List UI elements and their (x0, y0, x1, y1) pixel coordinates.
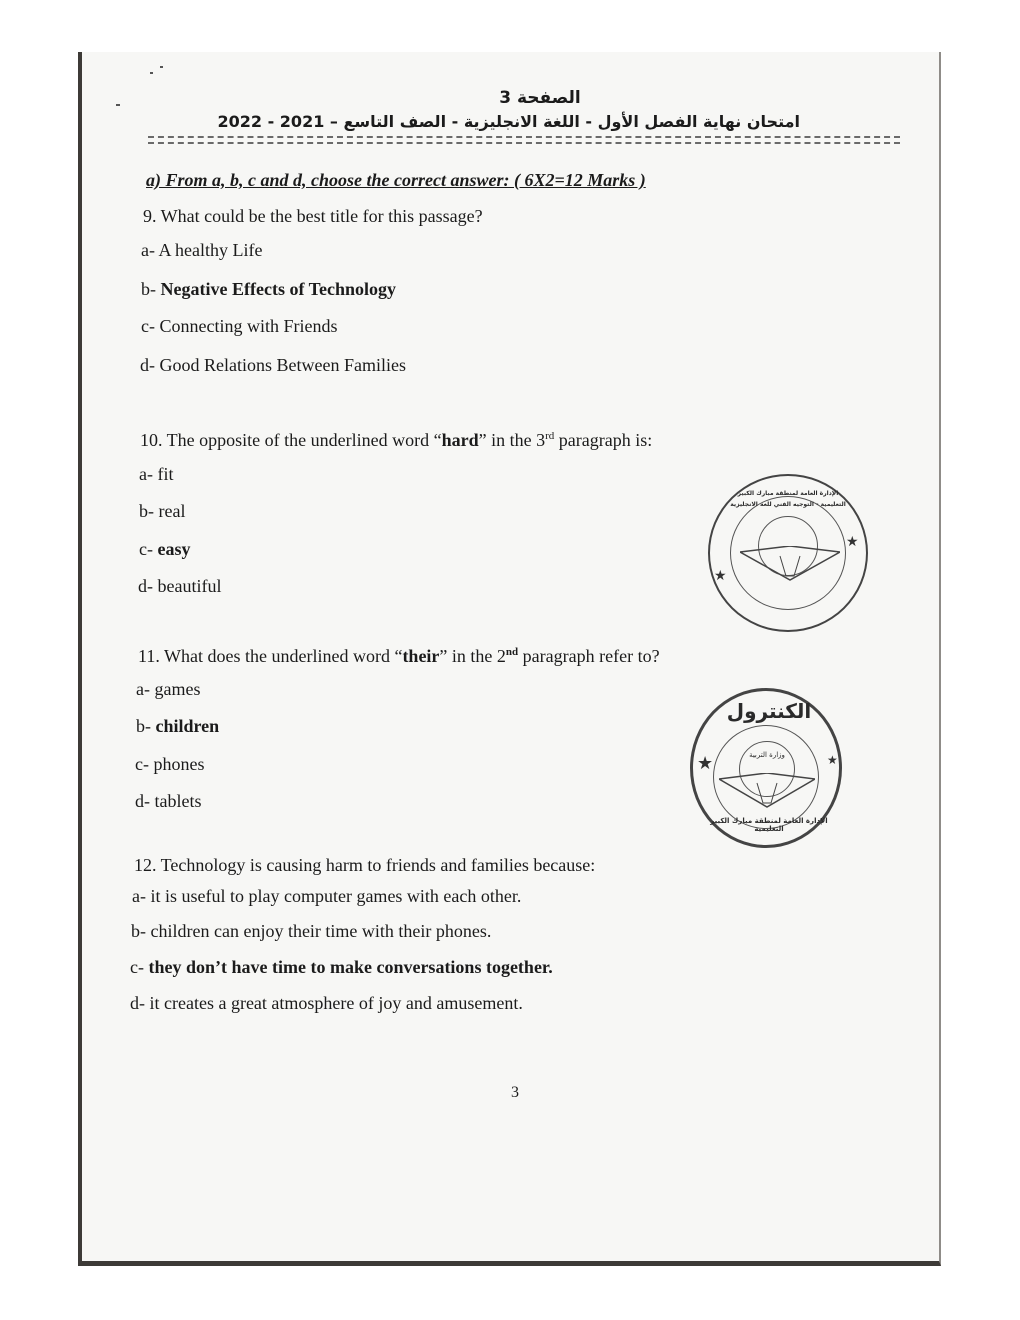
option-text: beautiful (157, 576, 222, 596)
emblem-wings-icon (740, 546, 840, 586)
option-label: a- (141, 240, 155, 260)
q12-option-b (131, 921, 491, 942)
q11-option-a (136, 679, 200, 700)
question-keyword: their (402, 646, 440, 666)
scan-speck (150, 72, 153, 74)
question-10 (140, 430, 652, 451)
star-icon: ★ (714, 568, 727, 584)
option-text-correct: they don’t have time to make conversations together. (148, 957, 553, 977)
page-number: 3 (511, 1084, 519, 1101)
star-icon: ★ (827, 753, 838, 767)
option-text: children can enjoy their time with their phones. (150, 921, 492, 941)
star-icon: ★ (697, 753, 714, 774)
q9-option-d (140, 355, 406, 376)
header-divider (148, 136, 900, 138)
option-text: it creates a great atmosphere of joy and amusement. (149, 993, 523, 1013)
ordinal-suffix: nd (505, 646, 519, 658)
option-text: fit (157, 464, 174, 484)
question-11 (138, 646, 660, 667)
q11-option-d (135, 791, 202, 812)
option-text: real (158, 501, 186, 521)
page-label-ar: الصفحة 3 (499, 88, 581, 108)
q12-option-c (130, 957, 553, 978)
star-icon: ★ (846, 534, 859, 550)
supervision-stamp (708, 474, 868, 632)
q10-option-b (139, 501, 185, 522)
control-stamp (690, 688, 842, 848)
option-text-correct: children (155, 716, 220, 736)
q12-option-a (132, 886, 521, 907)
header-divider (148, 142, 900, 144)
q11-option-b (136, 716, 219, 737)
option-text: A healthy Life (158, 240, 263, 260)
question-12: 12. Technology is causing harm to friends and families because: (134, 855, 596, 875)
option-label: a- (136, 679, 150, 699)
q10-option-c (139, 539, 190, 560)
emblem-wings-icon (719, 773, 815, 813)
question-keyword: hard (441, 430, 479, 450)
q9-option-a (141, 240, 262, 261)
ordinal-suffix: rd (545, 430, 555, 442)
option-label: b- (131, 921, 146, 941)
q9-option-c (141, 316, 337, 337)
option-text: phones (153, 754, 205, 774)
option-label: d- (140, 355, 155, 375)
option-text: it is useful to play computer games with each other. (150, 886, 522, 906)
exam-title-ar: امتحان نهاية الفصل الأول - اللغة الانجليزية - الصف التاسع – 2021 - 2022 (217, 112, 800, 131)
question-text: paragraph refer to? (518, 646, 660, 666)
stamp-text-ar: الإدارة العامة لمنطقة مبارك الكبير التعليمية (710, 817, 828, 833)
question-text: paragraph is: (554, 430, 653, 450)
emblem-label-ar: وزارة التربية (749, 751, 785, 759)
option-label: c- (139, 539, 153, 559)
question-text: 10. The opposite of the underlined word “ (140, 430, 442, 450)
q11-option-c (135, 754, 204, 775)
q12-option-d (130, 993, 523, 1014)
scan-speck (160, 66, 163, 68)
option-text: Connecting with Friends (159, 316, 338, 336)
option-label: a- (132, 886, 146, 906)
option-label: b- (139, 501, 154, 521)
stamp-title-ar: الكنترول (726, 699, 812, 723)
q10-option-a (139, 464, 173, 485)
stamp-text-ar: الإدارة العامة لمنطقة مبارك الكبير التعليمية - التوجيه الفني للغة الانجليزية (730, 490, 846, 508)
option-text-correct: easy (157, 539, 191, 559)
q10-option-d (138, 576, 221, 597)
q9-option-b (141, 279, 396, 300)
option-label: d- (130, 993, 145, 1013)
option-text: Good Relations Between Families (159, 355, 406, 375)
option-label: b- (136, 716, 151, 736)
option-text-correct: Negative Effects of Technology (160, 279, 396, 299)
scan-speck (116, 104, 120, 106)
option-label: c- (130, 957, 144, 977)
option-label: a- (139, 464, 153, 484)
option-text: games (154, 679, 201, 699)
option-label: d- (135, 791, 150, 811)
question-text: ” in the 3 (478, 430, 546, 450)
option-label: c- (141, 316, 155, 336)
option-label: b- (141, 279, 156, 299)
question-9: 9. What could be the best title for this passage? (143, 206, 483, 226)
option-label: d- (138, 576, 153, 596)
option-text: tablets (154, 791, 202, 811)
section-heading: a) From a, b, c and d, choose the correct answer: ( 6X2=12 Marks ) (146, 170, 646, 190)
question-text: ” in the 2 (439, 646, 506, 666)
question-text: 11. What does the underlined word “ (138, 646, 403, 666)
option-label: c- (135, 754, 149, 774)
